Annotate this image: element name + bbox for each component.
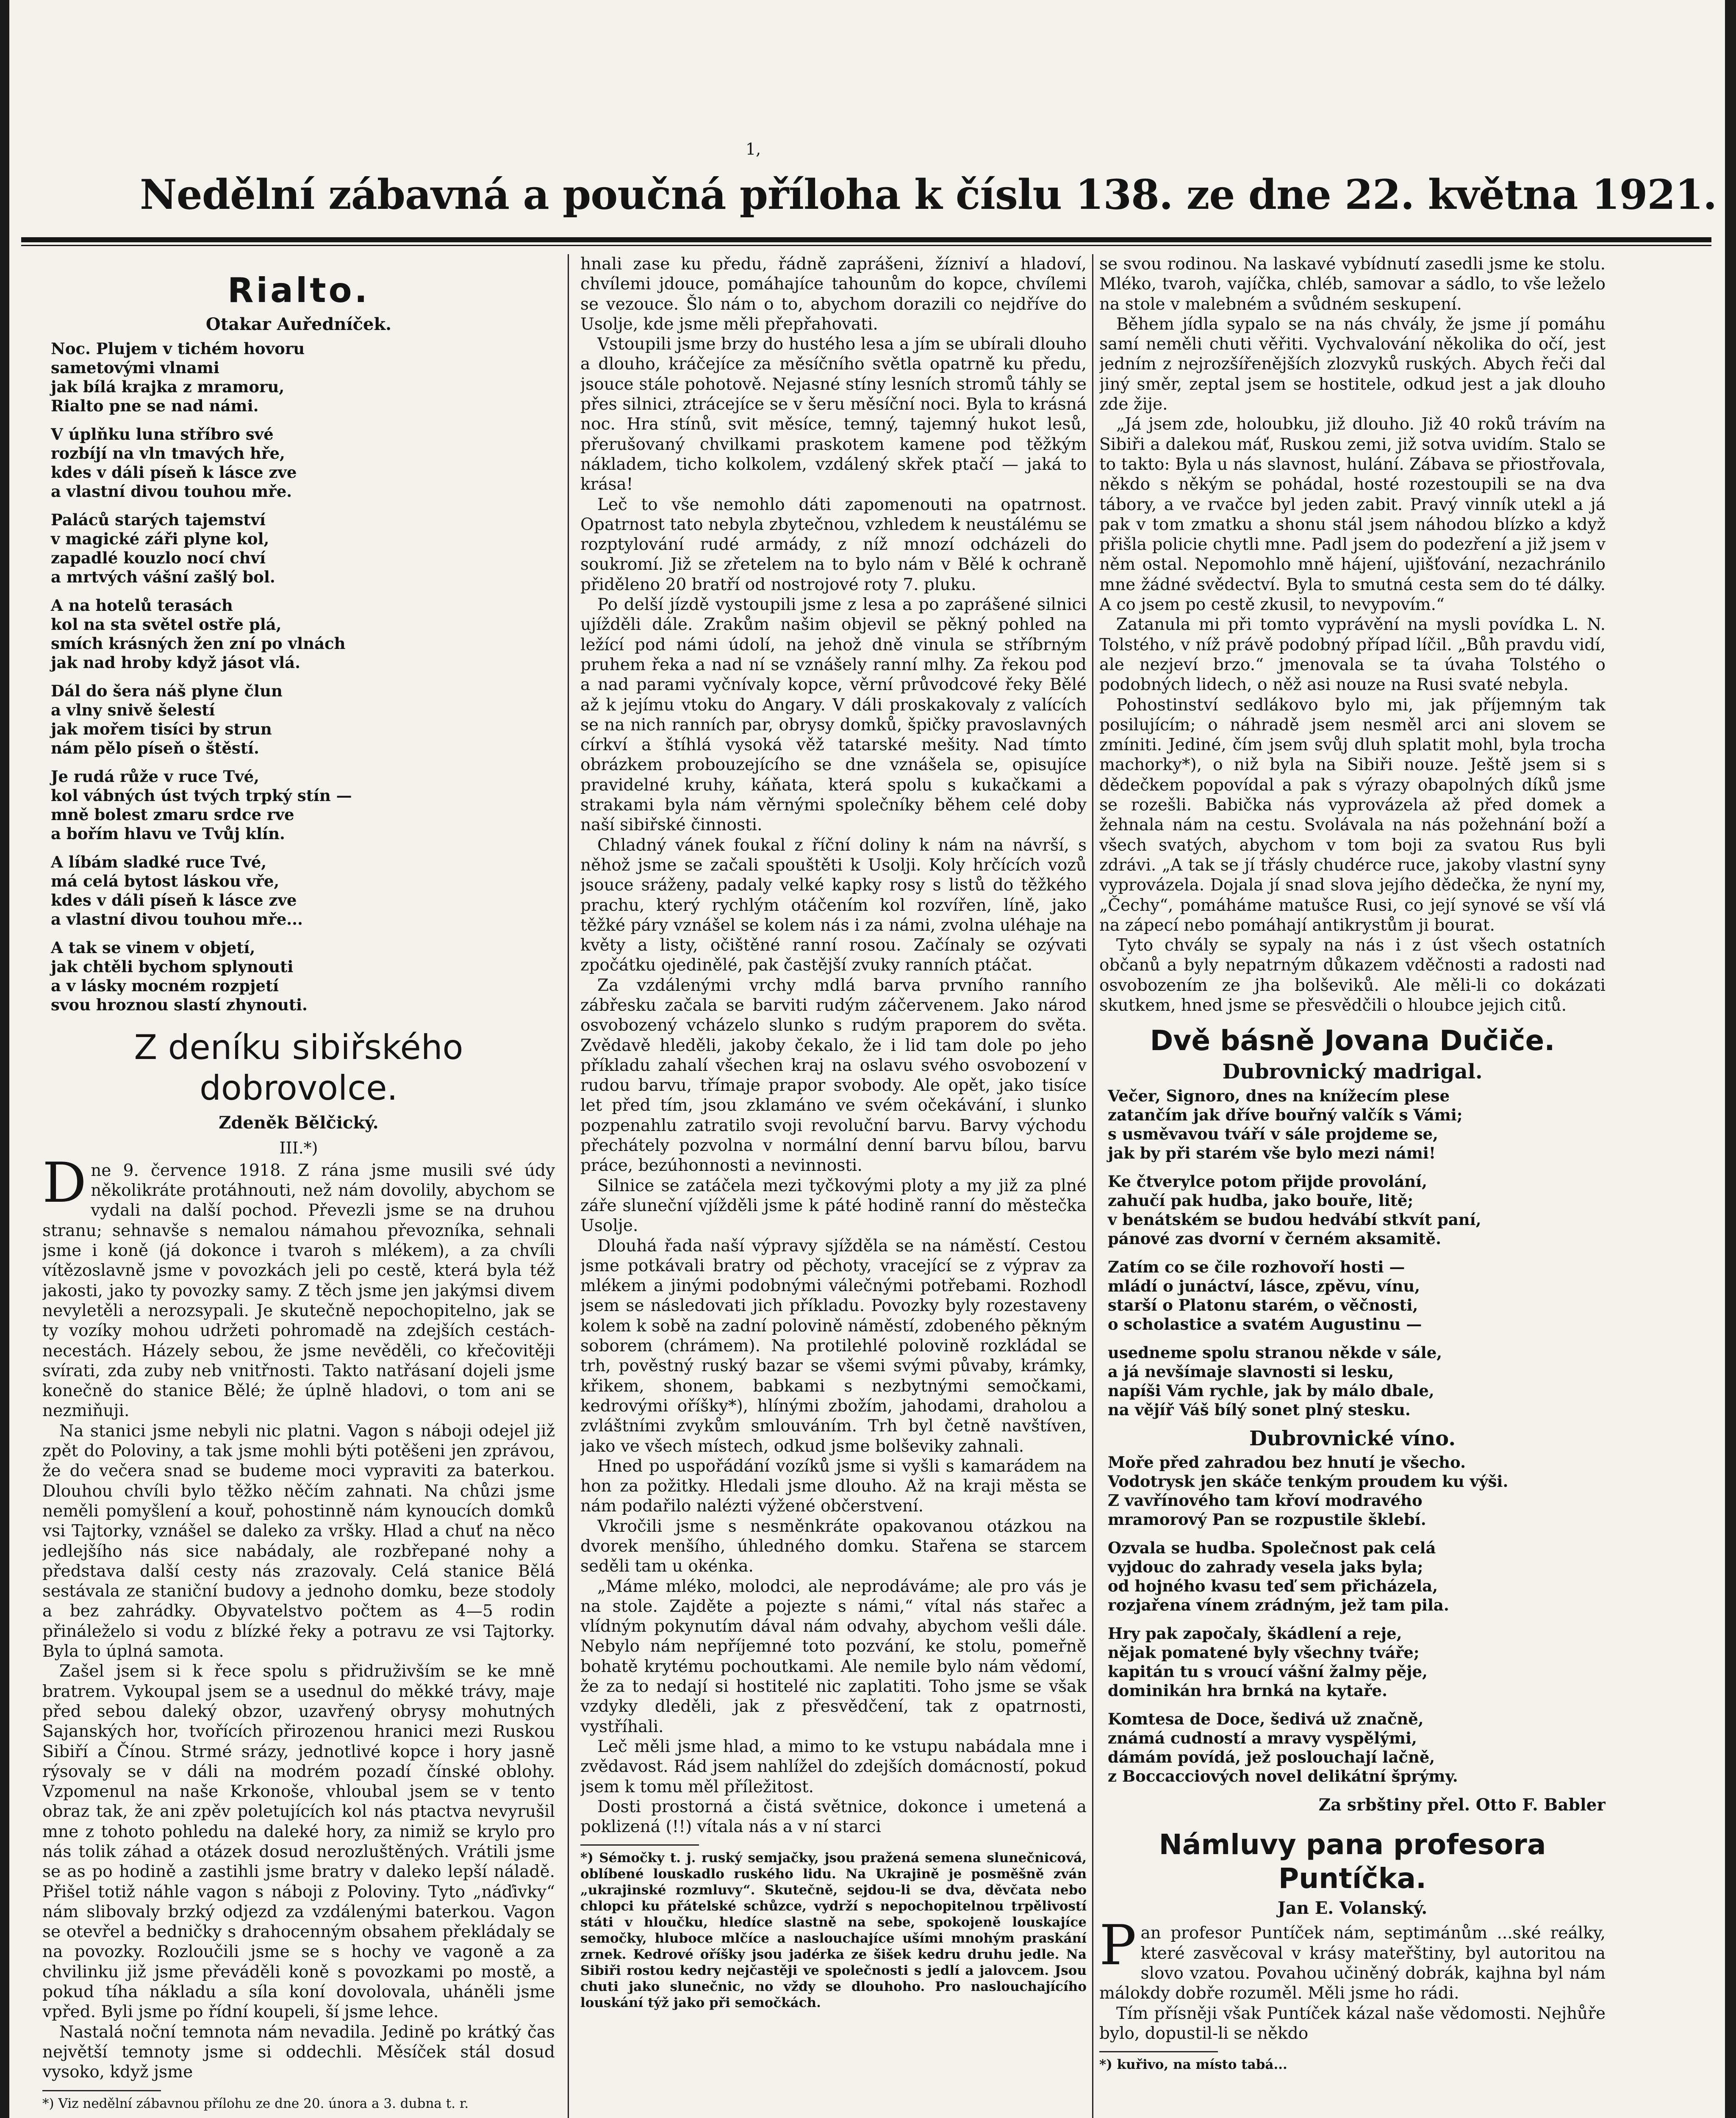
- rialto-stanza: Je rudá růže v ruce Tvé, kol vábných úst tvých trpký stín — mně bolest zmaru srdce rve a bořím hlavu ve Tvůj klín.: [51, 767, 352, 843]
- article-paragraph: Vstoupili jsme brzy do hustého lesa a jím se ubírali dlouho a dlouho, kráčejíce za měsíčního světla opatrně ku předu, jsouce stále pohotově. Nejasné stíny lesních stromů táhly se přes silnici, ztrácejíce se v šeru měsíční noci. Byla to krásná noc. Hra stínů, svit měsíce, temný, tajemný hukot lesů, přerušovaný chvilkami praskotem kamene pod těžkým nákladem, ticho kolkolem, vzdálený skřek ptačí — jaká to krása!: [580, 335, 1087, 494]
- footnote-rule: [1099, 2051, 1218, 2052]
- ducic-poem2-stanza: Moře před zahradou bez hnutí je všecho. Vodotrysk jen skáče tenkým proudem ku výši. Z vavřínového tam křoví modravého mramorový Pan se rozpustile šklebí.: [1108, 1453, 1509, 1529]
- rialto-stanza: A na hotelů terasách kol na sta světel ostře plá, smích krásných žen zní po vlnách jak nad hroby když jásot vlá.: [51, 596, 346, 672]
- footnote: *) Sémočky t. j. ruský semjačky, jsou pražená semena slunečnicová, oblíbené louskadlo ruského lidu. Na Ukrajině je posměšně zván „ukrajinské rozmluvy“. Skutečně, sejdou-li se dva, děvčata nebo chlopci ku přátelské schůzce, vydrží s nepochopitelnou trpělivostí státi v hloučku, hledíce slastně na sebe, spokojeně louskajíce semočky, hluboce mlčíce a naslouchajíce ušími mnohým praskání zrnek. Kedrové oříšky jsou jadérka ze šišek kedru druhu jedle. Na Sibiři rostou kedry nejčastěji ve společnosti s jedlí a jalovcem. Jsou chuti jako slunečnic, no vždy se dlouhoho. Pro naslouchajícího louskání týž jako při semočkách.: [580, 1850, 1087, 2011]
- article-paragraph: Nastalá noční temnota nám nevadila. Jedině po krátký čas největší temnoty jsme si oddechli. Měsíček stál dosud vysoko, když jsme: [42, 2022, 555, 2082]
- rialto-author: Otakar Auředníček.: [205, 314, 392, 334]
- rialto-stanza: A líbám sladké ruce Tvé, má celá bytost láskou vře, kdes v dáli píseň k lásce zve a vlastní divou touhou mře...: [51, 853, 303, 929]
- dennik-author: Zdeněk Bělčický.: [219, 1113, 379, 1133]
- page-number: 1,: [746, 140, 761, 158]
- ducic-poem1-stanza: Ke čtverylce potom přijde provolání, zahučí pak hudba, jako bouře, litě; v benátském se budou hedvábí stkvít paní, pánové zas dvorní v černém aksamitě.: [1108, 1172, 1481, 1248]
- scan-edge-left: [0, 0, 9, 2118]
- article-paragraph: Pohostinství sedlákovo bylo mi, jak příjemným tak posilujícím; o náhradě jsem nesměl arci ani slovem se zmíniti. Jediné, čím jsem svůj dluh splatit mohl, byla trocha machorky*), o niž byla na Sibiři nouze. Ještě jsem si s dědečkem popovídal a pak s výrazy obapolných díků jsme se rozešli. Babička nás vyprovázela až před domek a žehnala nám na cestu. Svolávala na nás požehnání boží a všech svatých, abychom v tom boji za svatou Rus byli zdrávi. „A tak se jí třásly chudérce ruce, jakoby vlastní syny vyprovázela. Dojala jí snad slova jejího dědečka, že nyní my, „Čechy“, pomáháme matušce Rusi, co její synové se vší vlá na zápecí nebo pomáhají antikrystům ji bourat.: [1099, 695, 1606, 935]
- footnote-rule: [42, 2090, 161, 2091]
- article-paragraph: Silnice se zatáčela mezi tyčkovými ploty a my již za plné záře sluneční vjížděli jsme k páté hodině ranní do městečka Usolje.: [580, 1176, 1087, 1236]
- rialto-stanza: Noc. Plujem v tichém hovoru sametovými vlnami jak bílá krajka z mramoru, Rialto pne se nad námi.: [51, 339, 305, 416]
- rialto-title: Rialto.: [227, 271, 370, 310]
- ducic-poem1-title: Dubrovnický madrigal.: [1222, 1060, 1483, 1084]
- article-paragraph: Dosti prostorná a čistá světnice, dokonce i umetená a poklizená (!!) vítala nás a v ní starci: [580, 1797, 1087, 1837]
- article-paragraph: Na stanici jsme nebyli nic platni. Vagon s náboji odejel již zpět do Poloviny, a tak jsme mohli býti potěšeni jen zprávou, že do večera snad se budeme moci vypraviti za baterkou. Dlouhou chvíli bylo těžko něčím zahnati. Na chůzi jsme neměli pomyšlení a kouř, pohostinně nám kynoucích domků vsi Tajtorky, vznášel se daleko za vršky. Hlad a chuť na něco jedlejšího nás sice nabádaly, ale rozbřepané nohy a představa další cesty nás zrazovaly. Celá stanice Bělá sestávala ze staniční budovy a jednoho domku, beze stodoly a bez zahrádky. Obyvatelstvo počtem as 4—5 rodin přináleželo si vodu z blízké řeky a potravu ze vsi Tajtorky. Byla to úplná samota.: [42, 1421, 555, 1661]
- article-paragraph: Po delší jízdě vystoupili jsme z lesa a po zaprášené silnici ujížděli dále. Zrakům našim objevil se pěkný pohled na ležící pod námi údolí, na jehož dně vinula se stříbrným pruhem řeka a nad ní se vznášely ranní mlhy. Za řekou pod a nad parami vyčnívaly kopce, věrní průvodcové řeky Bělé až k jejímu vtoku do Angary. V dáli proskakovaly z valících se na nich ranních par, obrysy domků, špičky pravoslavných církví a štíhlá vysoká věž tatarské mešity. Nad tímto obrázkem probouzejícího se dne vznášela se, opisujíce pravidelné kruhy, káňata, která spolu s kukačkami a strakami byla nám věrnými společníky během celé doby naší sibiřské činnosti.: [580, 595, 1087, 835]
- column-divider-2: [1092, 254, 1093, 2118]
- ducic-poem2-stanza: Hry pak započaly, škádlení a reje, nějak pomatené byly všechny tváře; kapitán tu s vroucí vášní žalmy pěje, dominikán hra brnká na kytaře.: [1108, 1624, 1428, 1700]
- rialto-stanza: Paláců starých tajemství v magické záři plyne kol, zapadlé kouzlo nocí chví a mrtvých vášní zašlý bol.: [51, 510, 275, 587]
- dennik-title: Z deníku sibiřského dobrovolce.: [134, 1028, 463, 1108]
- column-1: [42, 254, 555, 2118]
- article-paragraph: Během jídla sypalo se na nás chvály, že jsme jí pomáhu samí neměli chuti věřiti. Vychvalování několika do očí, jest jedním z nejrozšířenějších zlozvyků ruských. Abych řeči dal jiný směr, zeptal jsem se hostitele, odkud jest a jak dlouho zde žije.: [1099, 314, 1606, 414]
- article-paragraph: „Máme mléko, molodci, ale neprodáváme; ale pro vás je na stole. Zajděte a pojezte s námi,“ vítal nás stařec a vlídným pokynutím dával nám odvahy, abychom vešli dále. Nebylo nám nepříjemné toto pozvání, ke stolu, pomeřně bohatě krytému pochoutkami. Ale nemile bylo nám vědomí, že za to nedají si hostitelé nic zaplatiti. Toho jsme se však vzdyky dleděli, jak z přesvědčení, tak z opatrnosti, vystříhali.: [580, 1577, 1087, 1736]
- article-paragraph: Chladný vánek foukal z říční doliny k nám na návrší, s něhož jsme se začali spouštěti k Usolji. Koly hrčících vozů jsouce sráženy, padaly velké kapky rosy s listů do těžkého prachu, který rychlým otáčením kol rozvířen, líně, jako těžké páry vznášel se kolem nás i za námi, zvolna uléhaje na květy a listy, očištěné ranní rosou. Začínaly se ozývati zpočátku ojedinělé, pak častější zvuky ranních ptáčat.: [580, 835, 1087, 975]
- namluvy-author: Jan E. Volanský.: [1277, 1898, 1428, 1918]
- article-paragraph: „Já jsem zde, holoubku, již dlouho. Již 40 roků trávím na Sibiři a dalekou máť, Ruskou zemi, již sotva uvidím. Stalo se to takto: Byla u nás slavnost, hulání. Zábava se přiostřovala, někdo s někým se pohádal, hosté rozestoupili se na dva tábory, a ve rvačce byl jeden zabit. Pravý vinník utekl a já pak v tom zmatku a shonu stál jsem náhodou blízko a když přišla policie chytli mne. Padl jsem do podezření a již jsem v něm ostal. Nepomohlo mně hájení, ujišťování, nezachránilo mne žádné svědectví. Byla to smutná cesta sem do té dálky. A co jsem po cestě zkusil, to nevypovím.“: [1099, 415, 1606, 615]
- ducic-poem1-stanza: Zatím co se čile rozhovoří hosti — mládí o junáctví, lásce, zpěvu, vínu, starší o Platonu starém, o věčnosti, o scholastice a svatém Augustinu —: [1108, 1257, 1422, 1333]
- newspaper-header: Nedělní zábavná a poučná příloha k číslu 138. ze dne 22. května 1921.: [140, 171, 1717, 219]
- ducic-title: Dvě básně Jovana Dučiče.: [1150, 1024, 1555, 1057]
- footnote: *) kuřivo, na místo tabá...: [1099, 2057, 1287, 2073]
- column-3: [1099, 254, 1606, 2118]
- ducic-poem2-title: Dubrovnické víno.: [1249, 1426, 1456, 1450]
- header-rule-thick: [21, 237, 1711, 242]
- scan-edge-right: [1725, 0, 1736, 2118]
- footnote-rule: [580, 1844, 699, 1846]
- drop-cap-d: D: [42, 1150, 87, 1215]
- dennik-part: III.*): [279, 1138, 318, 1157]
- article-paragraph: Zašel jsem si k řece spolu s přidruživším se ke mně bratrem. Vykoupal jsem se a usednul do měkké trávy, maje před sebou daleký obzor, uzavřený obrysy mohutných Sajanských hor, tvořících přirozenou hranici mezi Ruskou Sibiří a Čínou. Strmé srázy, jednotlivé kopce i hory jasně rýsovaly se v dáli na modrém pozadí čínské oblohy. Vzpomenul na naše Krkonoše, vhloubal jsem se v tento obraz tak, že ani zpěv poletujících kol nás ptactva nevyrušil mne z tohoto pohledu na daleké hory, za nimiž se krylo pro nás tolik záhad a otázek dosud nerozluštěných. Vrátili jsme se as po hodině a zastihli jsme bratry v daleko lepší náladě. Přišel totiž náhle vagon s náboji z Poloviny. Tyto „náďivky“ nám slibovaly brzký odjezd za vzdálenými baterkou. Vagon se otevřel a bedničky s drahocenným obsahem překládaly se na povozky. Rozloučili jsme se s hochy ve vagoně a za chvilinku již jsme převáděli koně s povozkami po mostě, a pokud tíha nákladu a síla koní dovolovala, uháněli jsme vpřed. Byli jsme po řídní koupeli, ší jsme lehce.: [42, 1662, 555, 2022]
- ducic-poem1-stanza: Večer, Signoro, dnes na knížecím plese zatančím jak dříve bouřný valčík s Vámi; s usměvavou tváří v sále projdeme se, jak by při starém vše bylo mezi námi!: [1108, 1086, 1463, 1162]
- article-paragraph: Leč to vše nemohlo dáti zapomenouti na opatrnost. Opatrnost tato nebyla zbytečnou, vzhledem k neustálému se rozptylování rudé armády, z níž mnozí odcházeli do soukromí. Již se zřetelem na to bylo nám v Bělé k ochraně přiděleno 20 bratří od nostrojové roty 7. pluku.: [580, 495, 1087, 594]
- article-paragraph: Vkročili jsme s nesměnkráte opakovanou otázkou na dvorek menšího, úhledného domku. Stařena se starcem seděli tam u okénka.: [580, 1516, 1087, 1576]
- rialto-stanza: A tak se vinem v objetí, jak chtěli bychom splynouti a v lásky mocném rozpjetí svou hroznou slastí zhynouti.: [51, 938, 308, 1015]
- footnote: *) Viz nedělní zábavnou přílohu ze dne 20. února a 3. dubna t. r.: [42, 2096, 469, 2111]
- article-paragraph: Dlouhá řada naší výpravy sjížděla se na náměstí. Cestou jsme potkávali bratry od pěchoty, vracející se z výprav za mlékem a jinými podobnými válečnými potřebami. Rozhodl jsem se následovati jich příkladu. Povozky byly rozestaveny kolem k sobě na zadní polovině náměstí, zdobeného pěkným soborem (chrámem). Na protilehlé polovině rozkládal se trh, pověstný ruský bazar se všemi svými půvaby, krámky, křikem, shonem, babkami s nezbytnými semočkami, kedrovými oříšky*), hlínými zbožím, jahodami, draholou a zvláštními zvykům smlouváním. Trh byl četně navštíven, jako ve všech místech, odkud jsme bolševiky zahnali.: [580, 1236, 1087, 1456]
- article-paragraph: Leč měli jsme hlad, a mimo to ke vstupu nabádala mne i zvědavost. Rád jsem nahlížel do zdejších domácností, pokud jsem k tomu měl příležitost.: [580, 1737, 1087, 1796]
- namluvy-title: Námluvy pana profesora Puntíčka.: [1159, 1828, 1546, 1895]
- article-paragraph: Tyto chvály se sypaly na nás i z úst všech ostatních občanů a byly nepatrným důkazem vděčnosti a radosti nad osvobozením ze jha bolševiků. Ale měli-li co dokázati skutkem, hned jsme se přesvědčili o hloubce jejich citů.: [1099, 936, 1606, 1015]
- article-paragraph: Zatanula mi při tomto vyprávění na mysli povídka L. N. Tolstého, v níž právě podobný případ líčil. „Bůh pravdu vidí, ale nezjeví brzo.“ jmenovala se ta úvaha Tolstého o podobných lidech, o něž asi nouze na Rusi svaté nebyla.: [1099, 615, 1606, 695]
- article-paragraph: [42, 1150, 555, 1421]
- column-divider-1: [568, 254, 569, 2118]
- article-paragraph-text: an profesor Puntíček nám, septimánům ...ské reálky, které zasvěcoval v krásy mateřštiny, byl autoritou na slovo vzatou. Povahou učiněný dobrák, kajhna byl nám málokdy dobře rozuměl. Měli jsme ho rádi.: [1099, 1924, 1606, 2003]
- ducic-poem2-stanza: Komtesa de Doce, šedivá už značně, známá cudností a mravy vyspělými, dámám povídá, jež poslouchají lačně, z Boccacciových novel delikátní šprýmy.: [1108, 1709, 1458, 1785]
- article-paragraph: hnali zase ku předu, řádně zaprášeni, žízniví a hladoví, chvílemi jdouce, pomáhajíce tahounům do kopce, chvílemi se vezouce. Šlo nám o to, abychom dorazili co nejdříve do Usolje, kde jsme měli přepřahovati.: [580, 255, 1087, 334]
- column-2: [580, 254, 1087, 2118]
- article-paragraph: Za vzdálenými vrchy mdlá barva prvního ranního zábřesku začala se barviti rudým záčervenem. Jako národ osvobozený vcházelo slunko s rudým praporem do světa. Zvědavě hleděli, jakoby čekalo, že i lid tam dole po jeho příkladu zahalí všechen kraj na oslavu svého osvobození v rudou barvu, třímaje prapor svobody. Ale opět, jako tisíce let před tím, jsou zklamáno ve svém očekávání, i slunko pozpenahlu zatratilo svoji revoluční barvu. Barvy východu přechátely pozvolna v normální denní barvu bílou, barvu práce, bezúhonnosti a nevinnosti.: [580, 976, 1087, 1175]
- article-paragraph: se svou rodinou. Na laskavé vybídnutí zasedli jsme ke stolu. Mléko, tvaroh, vajíčka, chléb, samovar a sádlo, to vše leželo na stole v malebném a svůdném seskupení.: [1099, 255, 1606, 314]
- article-paragraph: [1099, 1913, 1606, 2003]
- rialto-stanza: Dál do šera náš plyne člun a vlny snivě šelestí jak mořem tisíci by strun nám pělo píseň o štěstí.: [51, 682, 283, 758]
- drop-cap-p: P: [1099, 1913, 1137, 1978]
- article-paragraph: Tím přísněji však Puntíček kázal naše vědomosti. Nejhůře bylo, dopustil-li se někdo: [1099, 2004, 1606, 2043]
- rialto-stanza: V úplňku luna stříbro své rozbíjí na vln tmavých hře, kdes v dáli píseň k lásce zve a vlastní divou touhou mře.: [51, 425, 297, 501]
- article-paragraph-text: ne 9. července 1918. Z rána jsme musili své údy několikráte protáhnouti, než nám dovolily, abychom se vydali na další pochod. Převezli jsme se na druhou stranu; sehnavše s nemalou námahou převozníka, sehnali jsme i koně (já dokonce i tvaroh s mlékem), a za chvíli vítězoslavně jsme v povozkách jeli po cestě, která byla též jakosti, jako ty povozky samy. Z těch jsme jen jakýmsi divem nevyletěli a nerozsypali. Je skutečně nepochopitelno, jak se ty vozíky mohou udržeti pohromadě na zdejších cestách-necestách. Házely sebou, že jsme nevěděli, co křečovitěji svírati, zda zuby neb vnitřnosti. Takto natřásaní dojeli jsme konečně do stanice Bělé; že úplně hladovi, o tom ani se nezmiňuji.: [42, 1161, 555, 1421]
- ducic-poem1-stanza: usedneme spolu stranou někde v sále, a já nevšímaje slavnosti si lesku, napíši Vám rychle, jak by málo dbale, na vějíř Váš bílý sonet plný stesku.: [1108, 1343, 1442, 1419]
- article-paragraph: Hned po uspořádání vozíků jsme si vyšli s kamarádem na hon za požitky. Hledali jsme dlouho. Až na kraji města se nám podařilo nalézti výžené občerstvení.: [580, 1456, 1087, 1516]
- ducic-poem2-stanza: Ozvala se hudba. Společnost pak celá vyjdouc do zahrady vesela jaks byla; od hojného kvasu teď sem přicházela, rozjařena vínem zrádným, jež tam pila.: [1108, 1538, 1449, 1614]
- header-rule-thin: [21, 245, 1711, 246]
- translator-signature: Za srbštiny přel. Otto F. Babler: [1318, 1795, 1606, 1815]
